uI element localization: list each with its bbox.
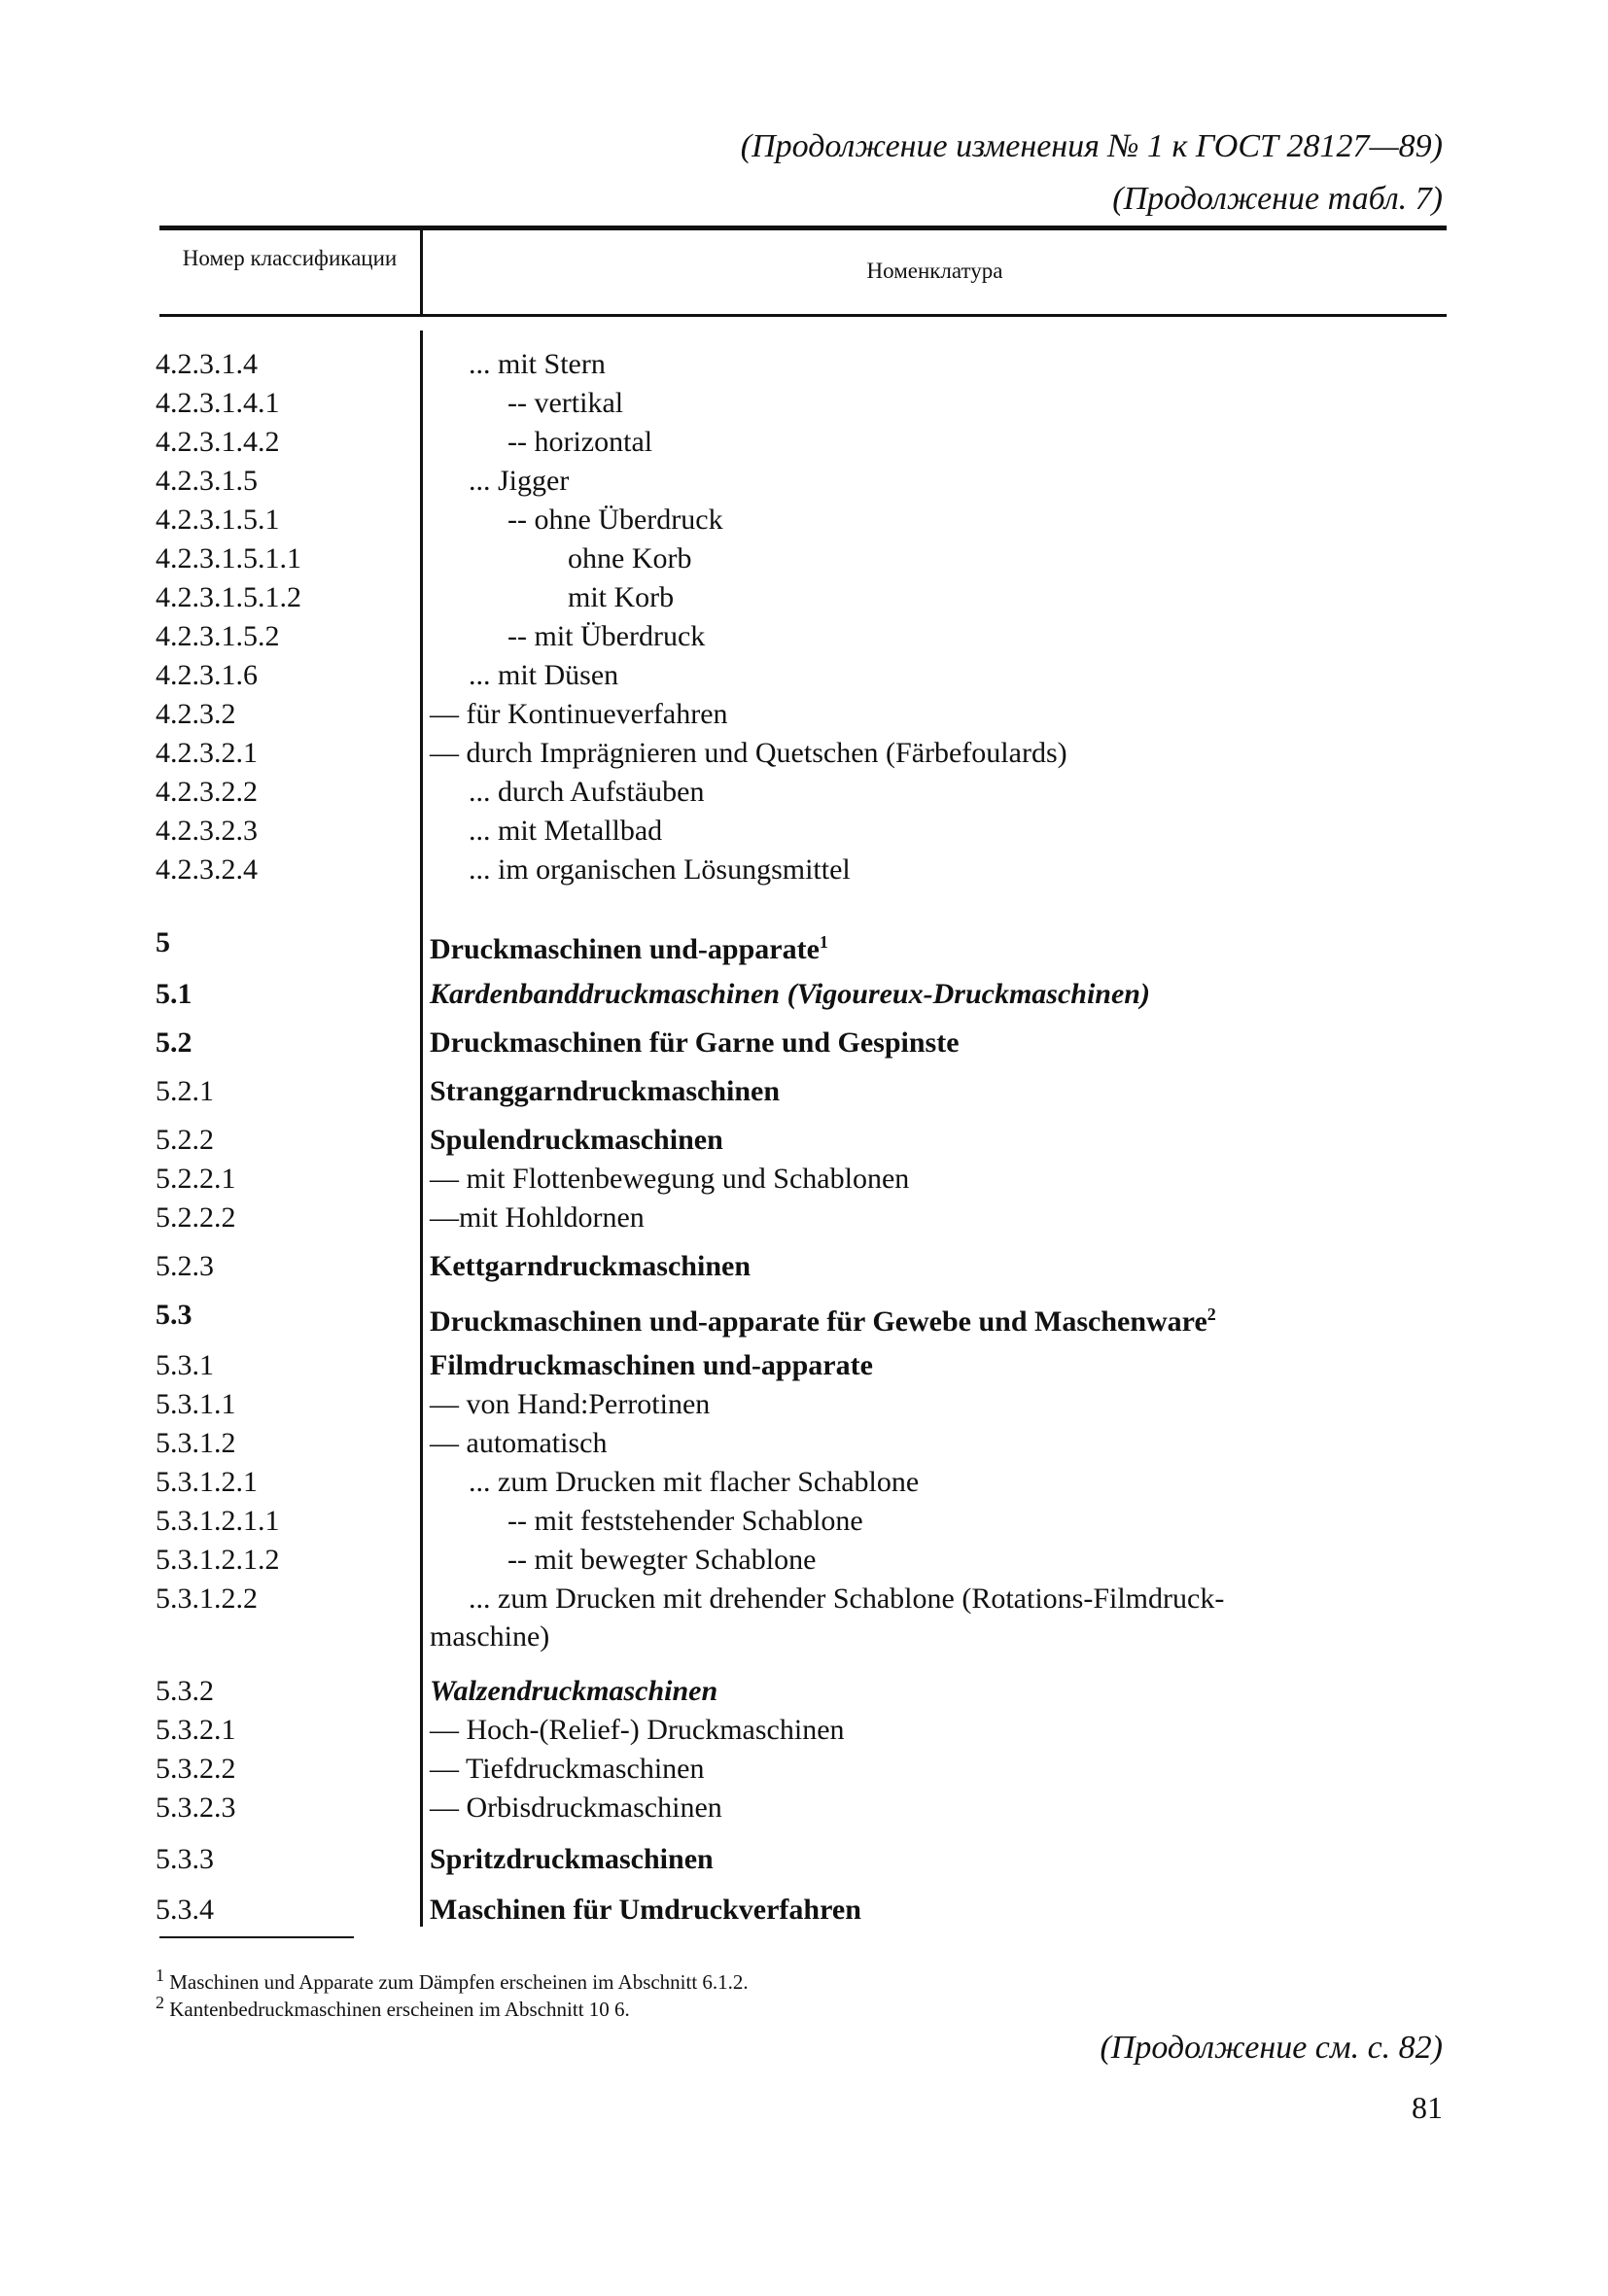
- nomenclature-text: mit Korb: [568, 581, 675, 613]
- classification-number: 4.2.3.1.5.1.1: [156, 542, 301, 574]
- nomenclature-text: —mit Hohldornen: [430, 1201, 645, 1234]
- nomenclature-text: ... Jigger: [469, 465, 570, 497]
- nomenclature-text: Filmdruckmaschinen und-apparate: [430, 1349, 873, 1381]
- nomenclature-text: Druckmaschinen und-apparate$^1$: [430, 932, 828, 965]
- classification-number: 5.1: [156, 978, 192, 1010]
- nomenclature-text: Kardenbanddruckmaschinen (Vigoureux-Druckmaschinen): [430, 978, 1150, 1010]
- classification-number: 5.3.4: [156, 1894, 214, 1926]
- classification-number: 5.3.1.2: [156, 1427, 236, 1459]
- nomenclature-text: -- mit Überdruck: [507, 620, 706, 652]
- classification-number: 5.3.1.2.1: [156, 1466, 258, 1498]
- nomenclature-text: Spritzdruckmaschinen: [430, 1843, 714, 1875]
- nomenclature-text: ... zum Drucken mit drehender Schablone (Rotations-Filmdruck- maschine): [430, 1583, 1225, 1652]
- classification-number: 5.2.2.2: [156, 1201, 236, 1234]
- classification-number: 4.2.3.1.4.2: [156, 426, 280, 458]
- nomenclature-text: Maschinen für Umdruckverfahren: [430, 1894, 861, 1926]
- classification-number: 5: [156, 926, 170, 958]
- nomenclature-text: ohne Korb: [568, 542, 692, 574]
- classification-number: 4.2.3.2.2: [156, 776, 258, 808]
- column-header-number: Номер классификации: [182, 246, 398, 270]
- nomenclature-text: ... mit Metallbad: [469, 815, 663, 847]
- nomenclature-text: Stranggarndruckmaschinen: [430, 1075, 781, 1107]
- classification-number: 4.2.3.1.5: [156, 465, 258, 497]
- nomenclature-text: ... mit Stern: [469, 348, 606, 380]
- header-continuation: (Продолжение изменения № 1 к ГОСТ 28127—89): [740, 128, 1443, 164]
- classification-number: 5.2.2: [156, 1124, 214, 1156]
- classification-number: 5.3.2.2: [156, 1753, 236, 1785]
- classification-number: 5.3.2.3: [156, 1792, 236, 1824]
- classification-number: 4.2.3.1.4.1: [156, 387, 280, 419]
- nomenclature-text: — mit Flottenbewegung und Schablonen: [430, 1163, 910, 1195]
- classification-number: 5.3.1.2.2: [156, 1583, 258, 1615]
- classification-number: 5.2.3: [156, 1250, 214, 1282]
- nomenclature-text: Spulendruckmaschinen: [430, 1124, 723, 1156]
- continued-on-page: (Продолжение см. с. 82): [1100, 2030, 1443, 2066]
- classification-number: 5.3.2.1: [156, 1714, 236, 1746]
- nomenclature-text: -- vertikal: [507, 387, 624, 419]
- nomenclature-text: ... durch Aufstäuben: [469, 776, 705, 808]
- nomenclature-text: -- ohne Überdruck: [507, 504, 723, 536]
- nomenclature-text: -- horizontal: [507, 426, 653, 458]
- column-header-nomenclature: Номенклатура: [866, 259, 1003, 283]
- nomenclature-text: ... zum Drucken mit flacher Schablone: [469, 1466, 920, 1498]
- nomenclature-text: — für Kontinueverfahren: [430, 698, 728, 730]
- nomenclature-text: — von Hand:Perrotinen: [430, 1388, 711, 1420]
- footnote-marker: 2: [1206, 1305, 1216, 1324]
- nomenclature-text: Druckmaschinen für Garne und Gespinste: [430, 1026, 960, 1059]
- nomenclature-text: -- mit bewegter Schablone: [507, 1544, 817, 1576]
- classification-number: 4.2.3.2.4: [156, 853, 258, 886]
- classification-number: 4.2.3.1.4: [156, 348, 258, 380]
- classification-number: 5.2.1: [156, 1075, 214, 1107]
- classification-number: 5.3: [156, 1299, 192, 1331]
- classification-number: 4.2.3.1.5.1: [156, 504, 280, 536]
- classification-number: 4.2.3.2.3: [156, 815, 258, 847]
- classification-number: 5.3.3: [156, 1843, 214, 1875]
- footnote-2: $^2$ Kantenbedruckmaschinen erscheinen im Abschnitt 10 6.: [156, 1993, 630, 2021]
- classification-number: 4.2.3.2.1: [156, 737, 258, 769]
- classification-number: 4.2.3.1.6: [156, 659, 258, 691]
- classification-number: 5.3.2: [156, 1675, 214, 1707]
- nomenclature-text: ... im organischen Lösungsmittel: [469, 853, 851, 886]
- classification-number: 5.3.1: [156, 1349, 214, 1381]
- nomenclature-text: — Orbisdruckmaschinen: [430, 1792, 722, 1824]
- footnote-marker: 1: [819, 932, 828, 952]
- footnote-1: $^1$ Maschinen und Apparate zum Dämpfen erscheinen im Abschnitt 6.1.2.: [156, 1966, 749, 1994]
- nomenclature-text: — Hoch-(Relief-) Druckmaschinen: [430, 1714, 845, 1746]
- nomenclature-text: — durch Imprägnieren und Quetschen (Färbefoulards): [430, 737, 1067, 769]
- table-continuation: (Продолжение табл. 7): [1112, 181, 1443, 217]
- nomenclature-continuation: maschine): [430, 1620, 550, 1652]
- classification-number: 4.2.3.2: [156, 698, 236, 730]
- footnote-rule: [159, 1936, 354, 1938]
- nomenclature-text: — Tiefdruckmaschinen: [430, 1753, 705, 1785]
- classification-number: 4.2.3.1.5.2: [156, 620, 280, 652]
- nomenclature-text: Walzendruckmaschinen: [430, 1675, 718, 1707]
- nomenclature-text: Kettgarndruckmaschinen: [430, 1250, 751, 1282]
- classification-number: 5.3.1.2.1.1: [156, 1505, 280, 1537]
- nomenclature-text: ... mit Düsen: [469, 659, 619, 691]
- classification-number: 5.3.1.2.1.2: [156, 1544, 280, 1576]
- classification-number: 5.2.2.1: [156, 1163, 236, 1195]
- page-number: 81: [1412, 2090, 1443, 2125]
- classification-number: 4.2.3.1.5.1.2: [156, 581, 301, 613]
- nomenclature-text: — automatisch: [430, 1427, 608, 1459]
- nomenclature-text: Druckmaschinen und-apparate für Gewebe und Maschenware$^2$: [430, 1305, 1216, 1338]
- classification-number: 5.3.1.1: [156, 1388, 236, 1420]
- nomenclature-text: -- mit feststehender Schablone: [507, 1505, 863, 1537]
- classification-number: 5.2: [156, 1026, 192, 1059]
